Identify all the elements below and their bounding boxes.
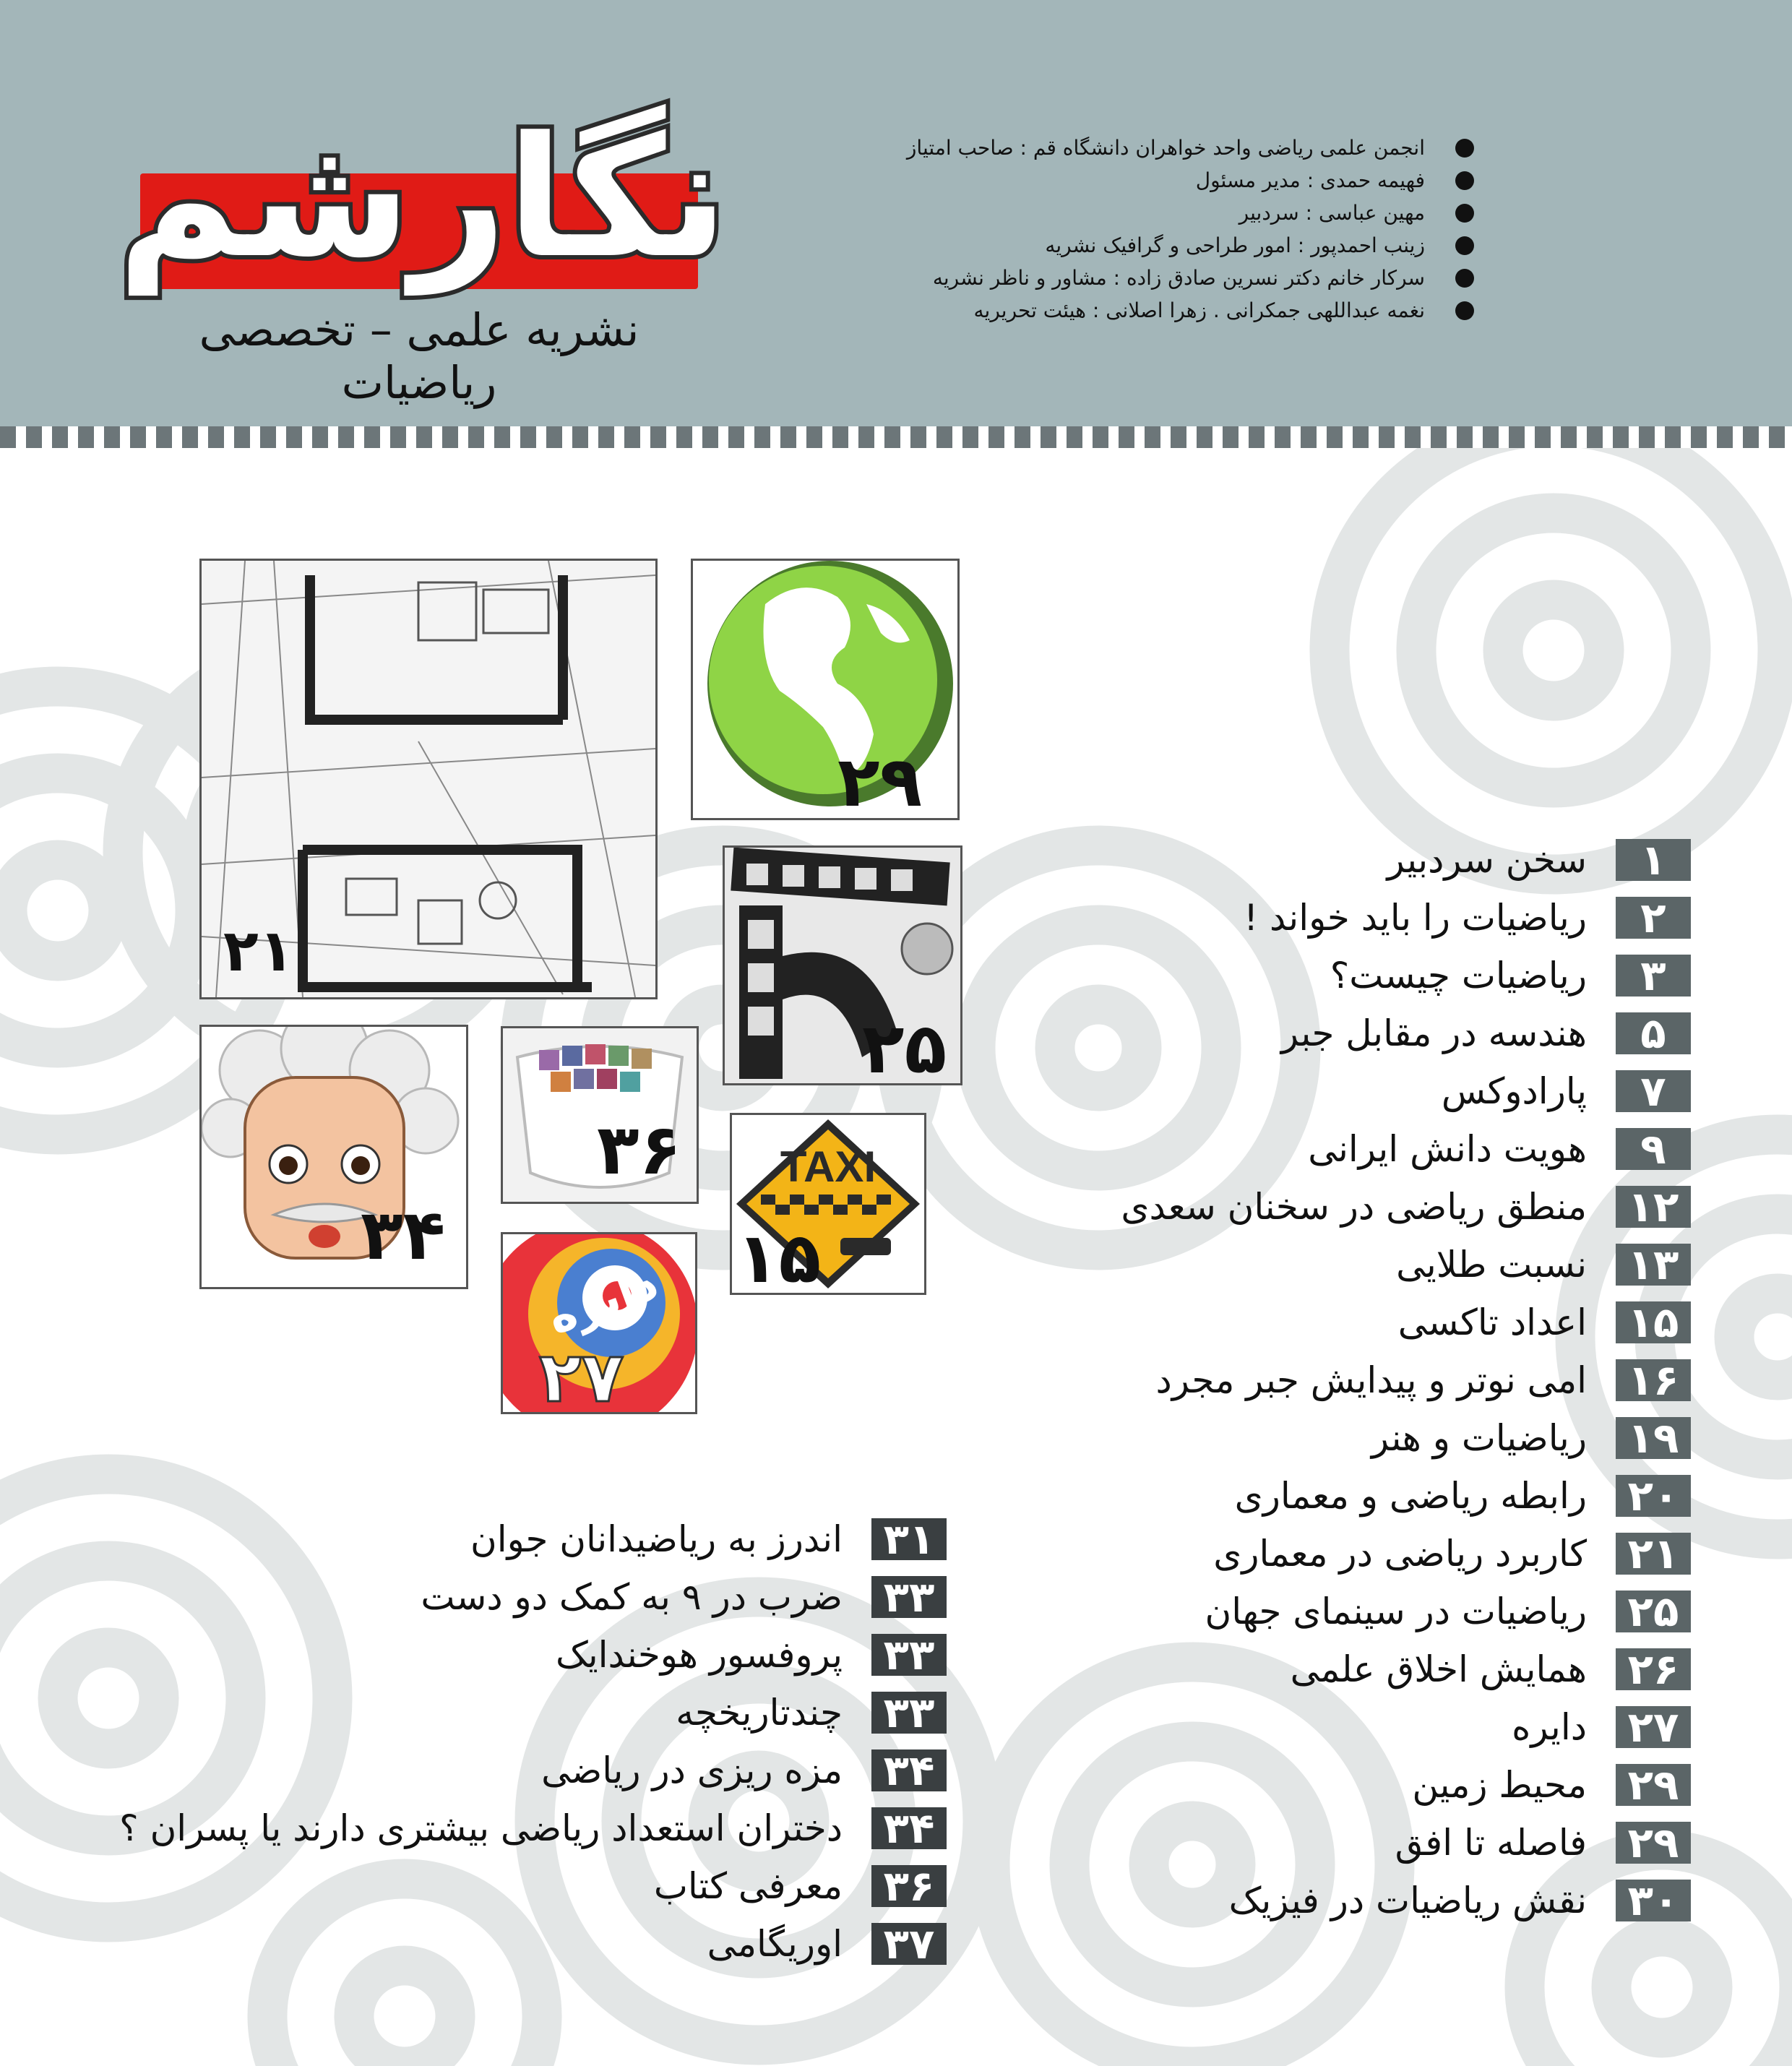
toc-title: سخن سردبیر	[1387, 839, 1587, 881]
thumb-page-number: ۲۵	[862, 1008, 947, 1085]
toc-page-number: ۲۵	[1616, 1591, 1691, 1632]
toc-title: ریاضیات چیست؟	[1330, 955, 1587, 997]
credit-text: نغمه عبداللهی جمکرانی . زهرا اصلانی : هیئت تحریریه	[973, 298, 1425, 322]
thumb-einstein[interactable]	[199, 1025, 468, 1289]
toc-title: هویت دانش ایرانی	[1308, 1128, 1587, 1170]
toc-title: هندسه در مقابل جبر	[1280, 1012, 1587, 1054]
thumb-page-number: ۲۱	[223, 917, 294, 984]
table-of-contents-secondary	[29, 1510, 947, 1973]
toc-page-number: ۱۳	[1616, 1244, 1691, 1286]
toc-entry[interactable]	[723, 1004, 1691, 1062]
toc-entry[interactable]	[723, 831, 1691, 889]
credit-text: سرکار خانم دکتر نسرین صادق زاده : مشاور و ناظر نشریه	[932, 266, 1425, 290]
toc-page-number: ۱۲	[1616, 1186, 1691, 1228]
toc-page-number: ۷	[1616, 1070, 1691, 1112]
toc-title: اندرز به ریاضیدانان جوان	[470, 1518, 843, 1560]
bullet-icon	[1455, 301, 1474, 320]
toc-page-number: ۳۱	[871, 1518, 947, 1560]
toc-entry[interactable]	[723, 1120, 1691, 1178]
thumb-page-number: ۱۵	[736, 1218, 822, 1295]
toc-title: معرفی کتاب	[653, 1865, 843, 1907]
credit-line	[809, 164, 1474, 197]
toc-page-number: ۳۳	[871, 1692, 947, 1734]
toc-entry[interactable]	[29, 1799, 947, 1857]
toc-title: امی نوتر و پیدایش جبر مجرد	[1155, 1359, 1587, 1401]
toc-page-number: ۹	[1616, 1128, 1691, 1170]
credit-text: انجمن علمی ریاضی واحد خواهران دانشگاه قم : صاحب امتیاز	[906, 136, 1425, 160]
credit-line	[809, 197, 1474, 229]
toc-page-number: ۱۵	[1616, 1301, 1691, 1343]
thumb-architecture[interactable]	[199, 559, 658, 999]
thumb-page-number: ۲۷	[539, 1337, 624, 1414]
toc-entry[interactable]	[723, 1351, 1691, 1409]
toc-page-number: ۳	[1616, 955, 1691, 997]
taxi-sign-text: TAXI	[780, 1142, 876, 1191]
toc-title: مزه ریزی در ریاضی	[541, 1749, 843, 1791]
header-dashed-border	[0, 426, 1792, 448]
toc-title: دایره	[1512, 1706, 1587, 1748]
toc-entry[interactable]	[723, 889, 1691, 947]
toc-page-number: ۲۱	[1616, 1533, 1691, 1575]
thumb-circle[interactable]	[501, 1232, 697, 1414]
toc-entry[interactable]	[29, 1568, 947, 1626]
thumb-circle-word: دایره	[540, 1256, 665, 1346]
toc-title: اوریگامی	[707, 1923, 843, 1965]
toc-page-number: ۳۳	[871, 1576, 947, 1618]
toc-title: نقش ریاضیات در فیزیک	[1228, 1880, 1587, 1921]
toc-title: ریاضیات و هنر	[1371, 1417, 1587, 1459]
toc-entry[interactable]	[723, 1294, 1691, 1351]
toc-page-number: ۳۴	[871, 1807, 947, 1849]
toc-title: منطق ریاضی در سخنان سعدی	[1121, 1186, 1587, 1228]
toc-entry[interactable]	[723, 1236, 1691, 1294]
toc-entry[interactable]	[29, 1684, 947, 1742]
toc-entry[interactable]	[723, 1409, 1691, 1467]
toc-page-number: ۳۰	[1616, 1880, 1691, 1921]
toc-title: چندتاریخچه	[676, 1692, 843, 1734]
thumb-page-number: ۲۹	[837, 741, 923, 820]
toc-entry[interactable]	[723, 1062, 1691, 1120]
toc-title: ضرب در ۹ به کمک دو دست	[421, 1576, 843, 1618]
toc-page-number: ۲۶	[1616, 1648, 1691, 1690]
toc-entry[interactable]	[29, 1742, 947, 1799]
toc-entry[interactable]	[29, 1510, 947, 1568]
logo-text: نگارشم	[117, 102, 728, 295]
masthead	[0, 0, 1792, 426]
toc-entry[interactable]	[723, 1178, 1691, 1236]
toc-title: فاصله تا افق	[1395, 1822, 1587, 1864]
toc-entry[interactable]	[29, 1857, 947, 1915]
toc-page-number: ۲۷	[1616, 1706, 1691, 1748]
toc-page-number: ۳۶	[871, 1865, 947, 1907]
toc-page-number: ۳۷	[871, 1923, 947, 1965]
bullet-icon	[1455, 204, 1474, 223]
credit-line	[809, 132, 1474, 164]
thumb-page-number: ۳۴	[361, 1195, 446, 1275]
thumb-page-number: ۳۶	[597, 1109, 682, 1190]
toc-title: همایش اخلاق علمی	[1290, 1648, 1587, 1690]
bullet-icon	[1455, 139, 1474, 158]
toc-title: پارادوکس	[1441, 1070, 1587, 1112]
toc-title: ریاضیات را باید خواند !	[1244, 897, 1587, 939]
toc-title: ریاضیات در سینمای جهان	[1205, 1591, 1587, 1632]
bullet-icon	[1455, 236, 1474, 255]
toc-page-number: ۱۹	[1616, 1417, 1691, 1459]
credit-text: زینب احمدپور : امور طراحی و گرافیک نشریه	[1045, 233, 1425, 257]
toc-page-number: ۳۳	[871, 1634, 947, 1676]
toc-title: اعداد تاکسی	[1397, 1301, 1587, 1343]
toc-page-number: ۱۶	[1616, 1359, 1691, 1401]
toc-entry[interactable]	[29, 1915, 947, 1973]
magazine-logo	[117, 101, 728, 296]
credit-line	[809, 294, 1474, 327]
credit-text: فهیمه حمدی : مدیر مسئول	[1195, 168, 1425, 192]
toc-title: دختران استعداد ریاضی بیشتری دارند یا پسران ؟	[119, 1807, 843, 1849]
toc-page-number: ۲۹	[1616, 1822, 1691, 1864]
toc-page-number: ۲۹	[1616, 1764, 1691, 1806]
bullet-icon	[1455, 269, 1474, 288]
toc-title: رابطه ریاضی و معماری	[1234, 1475, 1587, 1517]
credit-text: مهین عباسی : سردبیر	[1239, 201, 1425, 225]
toc-title: محیط زمین	[1412, 1764, 1587, 1806]
toc-page-number: ۵	[1616, 1012, 1691, 1054]
credit-line	[809, 262, 1474, 294]
toc-entry[interactable]	[723, 947, 1691, 1004]
bullet-icon	[1455, 171, 1474, 190]
toc-page-number: ۱	[1616, 839, 1691, 881]
credits-list	[809, 132, 1474, 327]
toc-title: نسبت طلایی	[1396, 1244, 1587, 1286]
toc-page-number: ۲۰	[1616, 1475, 1691, 1517]
toc-page-number: ۲	[1616, 897, 1691, 939]
toc-title: پروفسور هوخندایک	[555, 1634, 843, 1676]
thumb-cubes[interactable]	[501, 1026, 699, 1204]
credit-line	[809, 229, 1474, 262]
toc-title: کاربرد ریاضی در معماری	[1213, 1533, 1587, 1575]
thumb-earth[interactable]	[691, 559, 960, 820]
toc-page-number: ۳۴	[871, 1749, 947, 1791]
magazine-subtitle: نشریه علمی – تخصصی ریاضیات	[199, 304, 639, 409]
toc-entry[interactable]	[29, 1626, 947, 1684]
